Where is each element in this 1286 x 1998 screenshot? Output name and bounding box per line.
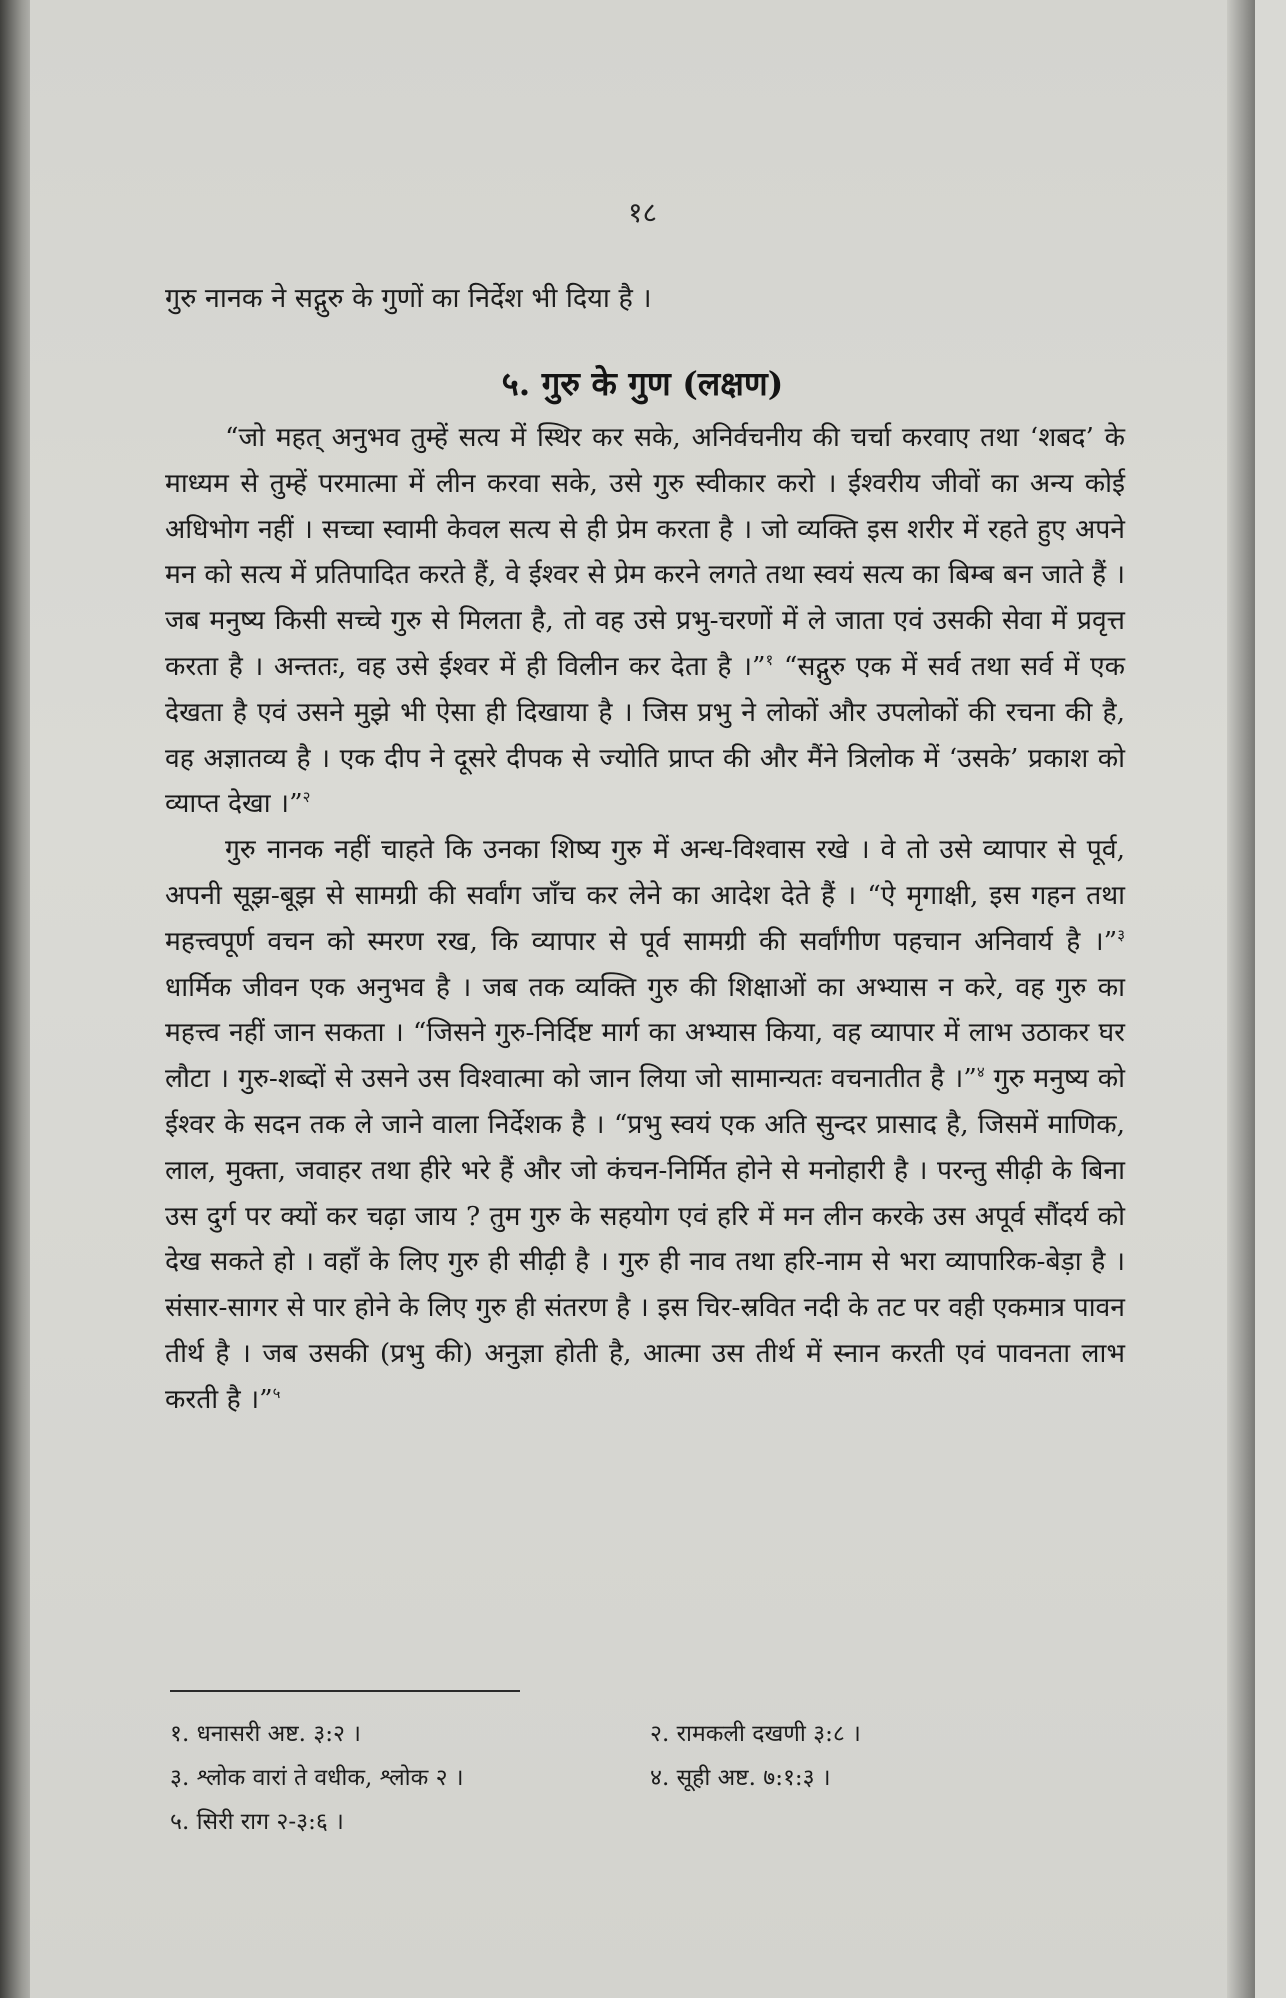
paragraph-1-part-b: “सद्गुरु एक में सर्व तथा सर्व में एक देखता है एवं उसने मुझे भी ऐसा ही दिखाया है । जिस प्रभु ने लोकों और उपलोकों की रचना की है, वह अज्ञातव्य है । एक दीप ने दूसरे दीपक से ज्योति प्राप्त की और मैंने त्रिलोक में ‘उसके’ प्रकाश को व्याप्त देखा ।” xyxy=(165,650,1125,820)
footnote-2: २. रामकली दखणी ३:८ । xyxy=(650,1721,861,1747)
paragraph-1 xyxy=(165,415,1125,827)
footnote-4: ४. सूही अष्ट. ७:१:३ । xyxy=(650,1765,831,1791)
footnote-5: ५. सिरी राग २-३:६ । xyxy=(170,1809,344,1835)
page-edge xyxy=(1227,0,1255,1998)
footnote-ref-2: २ xyxy=(302,788,311,807)
body-text xyxy=(165,415,1125,1423)
book-page xyxy=(30,0,1255,1998)
footnote-3: ३. श्लोक वारां ते वधीक, श्लोक २ । xyxy=(170,1765,464,1791)
intro-line: गुरु नानक ने सद्गुरु के गुणों का निर्देश भी दिया है । xyxy=(165,283,652,314)
footnote-1: १. धनासरी अष्ट. ३:२ । xyxy=(170,1721,361,1747)
paragraph-1-part-a: “जो महत् अनुभव तुम्हें सत्य में स्थिर कर सके, अनिर्वचनीय की चर्चा करवाए तथा ‘शबद’ के माध्यम से तुम्हें परमात्मा में लीन करवा सके, उसे गुरु स्वीकार करो । ईश्वरीय जीवों का अन्य कोई अधिभोग नहीं । सच्चा स्वामी केवल सत्य से ही प्रेम करता है । जो व्यक्ति इस शरीर में रहते हुए अपने मन को सत्य में प्रतिपादित करते हैं, वे ईश्वर से प्रेम करने लगते तथा स्वयं सत्य का बिम्ब बन जाते हैं । जब मनुष्य किसी सच्चे गुरु से मिलता है, तो वह उसे प्रभु-चरणों में ले जाता एवं उसकी सेवा में प्रवृत्त करता है । अन्ततः, वह उसे ईश्वर में ही विलीन कर देता है ।” xyxy=(165,422,1125,682)
footnote-ref-1: १ xyxy=(765,651,774,670)
footnote-ref-4: ४ xyxy=(976,1063,985,1082)
paragraph-2-part-a: गुरु नानक नहीं चाहते कि उनका शिष्य गुरु में अन्ध-विश्वास रखे । वे तो उसे व्यापार से पूर्व, अपनी सूझ-बूझ से सामग्री की सर्वांग जाँच कर लेने का आदेश देते हैं । “ऐ मृगाक्षी, इस गहन तथा महत्त्वपूर्ण वचन को स्मरण रख, कि व्यापार से पूर्व सामग्री की सर्वांगीण पहचान अनिवार्य है ।” xyxy=(165,834,1125,957)
paragraph-2-part-b: धार्मिक जीवन एक अनुभव है । जब तक व्यक्ति गुरु की शिक्षाओं का अभ्यास न करे, वह गुरु का महत्त्व नहीं जान सकता । “जिसने गुरु-निर्दिष्ट मार्ग का अभ्यास किया, वह व्यापार में लाभ उठाकर घर लौटा । गुरु-शब्दों से उसने उस विश्वात्मा को जान लिया जो सामान्यतः वचनातीत है ।” xyxy=(165,971,1125,1095)
section-heading: ५. गुरु के गुण (लक्षण) xyxy=(501,364,784,403)
footnote-ref-5: ५ xyxy=(272,1383,281,1402)
page-number: १८ xyxy=(627,196,658,229)
footnote-divider xyxy=(170,1690,520,1692)
paragraph-2 xyxy=(165,827,1125,1422)
footnote-ref-3: ३ xyxy=(1117,925,1125,944)
paragraph-2-part-c: गुरु मनुष्य को ईश्वर के सदन तक ले जाने वाला निर्देशक है । “प्रभु स्वयं एक अति सुन्दर प्रासाद है, जिसमें माणिक, लाल, मुक्ता, जवाहर तथा हीरे भरे हैं और जो कंचन-निर्मित होने से मनोहारी है । परन्तु सीढ़ी के बिना उस दुर्ग पर क्यों कर चढ़ा जाय ? तुम गुरु के सहयोग एवं हरि में मन लीन करके उस अपूर्व सौंदर्य को देख सकते हो । वहाँ के लिए गुरु ही सीढ़ी है । गुरु ही नाव तथा हरि-नाम से भरा व्यापारिक-बेड़ा है । संसार-सागर से पार होने के लिए गुरु ही संतरण है । इस चिर-स्रवित नदी के तट पर वही एकमात्र पावन तीर्थ है । जब उसकी (प्रभु की) अनुज्ञा होती है, आत्मा उस तीर्थ में स्नान करती एवं पावनता लाभ करती है ।” xyxy=(165,1063,1125,1415)
